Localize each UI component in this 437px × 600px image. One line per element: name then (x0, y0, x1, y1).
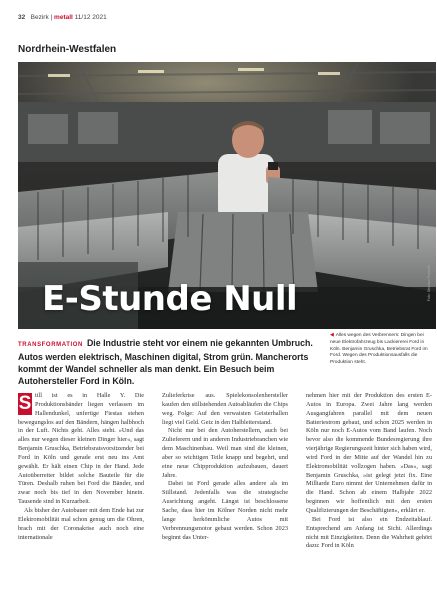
paragraph: Dabei ist Ford gerade alles andere als im Stillstand. Jedenfalls was die strategische Ausrichtung angeht. Längst ist beschlossene Sache, dass hier im Kölner Norden nicht mehr lange herkömmliche Autos mit Verbrennungsmotor gebaut werden. Schon 2023 beginnt das Unter- (162, 480, 288, 541)
section-tag: TRANSFORMATION (18, 342, 83, 348)
caption-text: Alles wegen des Verbrenners: Dingen bei neue Elektrofahrzeug bis Lackiererei Ford in Köln. Benjamin Gruschka, Betriebsrat Ford im Ford. Wegen des Produktionsausfalls die Produktion steht. (330, 333, 428, 366)
drop-cap: S (18, 393, 32, 414)
issue-number: 11/12 2021 (74, 14, 107, 21)
page-number: 32 (18, 14, 26, 21)
body-column-1 (18, 392, 144, 592)
brand-name: metall (54, 14, 73, 21)
article-deck (18, 337, 318, 387)
article-body (18, 392, 432, 592)
body-column-3 (306, 392, 432, 592)
photo-caption (330, 333, 430, 367)
article-headline: E-Stunde Null (42, 279, 298, 319)
paragraph: Bei Ford ist also ein Endzeitablauf. Entsprechend am Anfang ist Sicht. Allerdings nicht mit Einzigkeiten. Denn die Wahrheit gehört dazu: Ford in Köln (306, 515, 432, 550)
paragraph: S till ist es in Halle Y. Die Produktionsbänder liegen verlassen im Hallendunkel, unfertige Fiestas stehen bewegungslos auf den Bändern, hängen halbhoch in der Luft. Nichts geht. Alles steht. »Und das alles nur wegen dieser kleinen Dinger hier«, sagt Benjamin Gruschka, Betriebsratsvorsitzender bei Ford in Köln und gerade erst neu ins Amt gewählt. Er hält einen Chip in der Hand. Jede Autoüberreiter bildet solche Bauteile für die Türen. Deshalb ruhen bei Ford die Bänder, und zwar noch bis tief in den November hinein. Tausende sind in Kurzarbeit. (18, 392, 144, 506)
deck-text: Die Industrie steht vor einem nie gekannten Umbruch. Autos werden elektrisch, Maschinen digital, Strom grün. Mancherorts kommt der Wandel schneller als man denkt. Ein Besuch beim Autohersteller Ford in Köln. (18, 338, 313, 387)
body-column-2 (162, 392, 288, 592)
paragraph: Nicht nur bei den Autoherstellern, auch bei Zulieferern und in anderen Industriebranchen wie dem Maschinenbau. Weil man sind die kleinen, aber so wichtigen Teile knapp und begehrt, und eine neue Chipproduktion aufzubauen, dauert Jahre. (162, 427, 288, 479)
page-header: 32 Bezirk | metall 11/12 2021 (18, 14, 107, 21)
caption-triangle-icon: ◀ (330, 333, 334, 338)
photo-credit: Foto: Stephan Pramme (427, 264, 431, 301)
paragraph: nehmen hier mit der Produktion des ersten E-Autos in Europa. Zwei Jahre lang werden Ausgangfahren parallel mit dem neuen Batteriestrom gebaut, und schon 2025 werden in Köln nur noch E-Autos vom Band laufen. Noch bevor also die kommende Bundesregierung ihre vierjährige Regierungszeit hinter sich haben wird, wird Ford in der Mitte auf der Wandel hin zu Elektromobilität vollzogen haben. »Das«, sagt Benjamin Gruschka, »ist gelegt jetzt fix. Eine Milliarde Euro nimmt der Unternehmen dafür in die Hand. Schon ab einem Halbjahr 2022 beginnen wir hoffentlich mit den ersten Qualifizierungen der Beschäftigten«, erklärt er. (306, 392, 432, 514)
section-name: Bezirk (30, 14, 49, 21)
paragraph: Als bisher der Autobauer mit dem Ende hat zur Elektromobilität mal schon genug um die Ohren, brach mit der Coronakrise auch noch eine internationale (18, 506, 144, 541)
region-title: Nordrhein-Westfalen (18, 44, 117, 55)
paragraph: Zulieferkrise aus. Spielekonsolenhersteller kaufen den stillstehenden Autoabläufen die Chips weg. Folge: Auf den verwaisten Geisterhallen liegt viel Geld. Geiz in den Halbleiterstand. (162, 392, 288, 426)
